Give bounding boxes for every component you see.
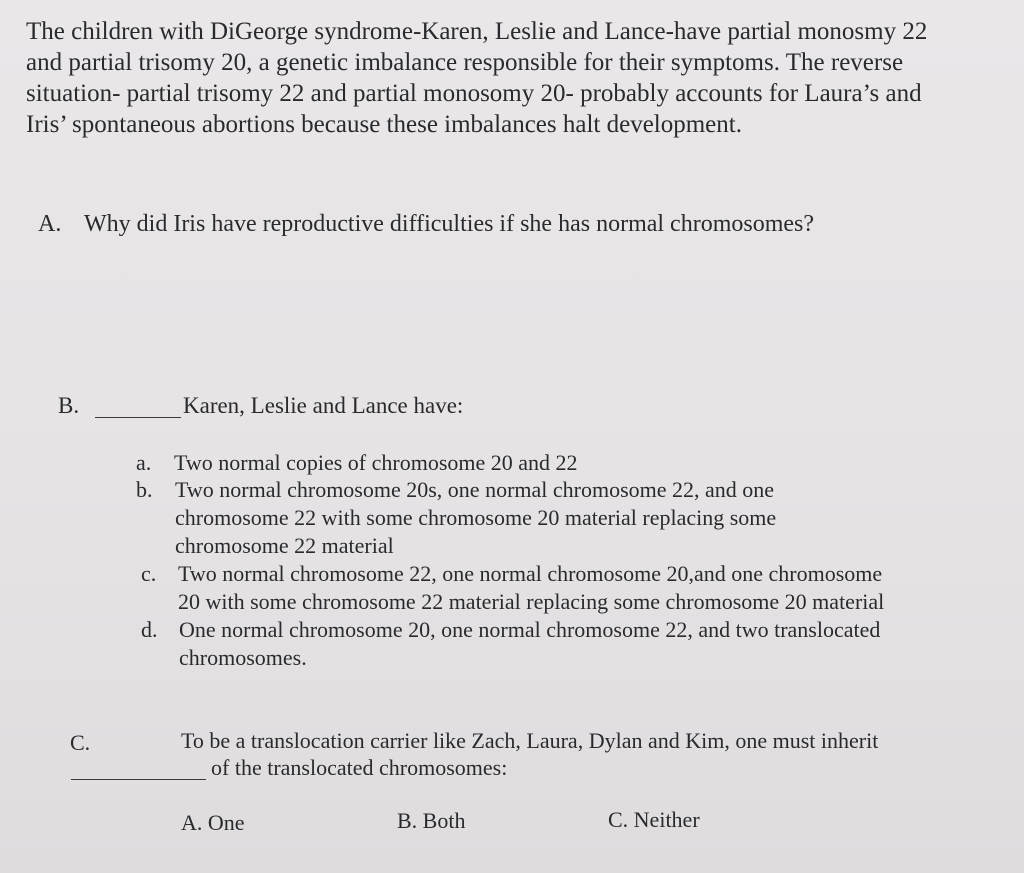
question-c-label: C. xyxy=(70,730,91,755)
option-line: 20 with some chromosome 22 material replacing some chromosome 20 material xyxy=(178,589,885,614)
option-letter: d. xyxy=(141,617,158,642)
option-line: One normal chromosome 20, one normal chromosome 22, and two translocated xyxy=(179,617,881,642)
intro-line: situation- partial trisomy 22 and partial monosomy 20- probably accounts for Laura’s and xyxy=(26,80,922,107)
option-line: chromosomes. xyxy=(179,645,307,670)
option-letter: a. xyxy=(136,450,152,475)
option-text xyxy=(179,616,880,672)
question-b-text: Karen, Leslie and Lance have: xyxy=(183,393,464,418)
option-text xyxy=(175,476,776,560)
option-line: Two normal chromosome 20s, one normal chromosome 22, and one xyxy=(175,477,775,502)
question-b-label: B. xyxy=(58,393,80,418)
question-a-text: Why did Iris have reproductive difficulties if she has normal chromosomes? xyxy=(84,211,815,237)
intro-line: Iris’ spontaneous abortions because these imbalances halt development. xyxy=(26,111,742,138)
intro-line: The children with DiGeorge syndrome-Karen, Leslie and Lance-have partial monosmy 22 xyxy=(26,18,928,45)
option-letter: b. xyxy=(136,477,153,502)
option-text xyxy=(178,560,884,616)
question-c-text-line1: To be a translocation carrier like Zach, Laura, Dylan and Kim, one must inherit xyxy=(181,728,879,753)
intro-paragraph xyxy=(26,16,927,140)
question-c-text-line2: of the translocated chromosomes: xyxy=(211,755,508,780)
answer-blank-b[interactable] xyxy=(95,417,181,418)
intro-line: and partial trisomy 20, a genetic imbalance responsible for their symptoms. The reverse xyxy=(26,49,904,76)
option-text xyxy=(174,449,578,477)
choice-one: A. One xyxy=(181,810,245,835)
option-line: Two normal chromosome 22, one normal chromosome 20,and one chromosome xyxy=(178,561,883,586)
option-line: chromosome 22 material xyxy=(175,533,394,558)
question-a-label: A. xyxy=(38,211,62,237)
option-letter: c. xyxy=(141,561,157,586)
answer-blank-c[interactable] xyxy=(71,779,206,780)
choice-both: B. Both xyxy=(397,808,466,833)
option-line: Two normal copies of chromosome 20 and 22 xyxy=(174,450,578,475)
choice-neither: C. Neither xyxy=(608,807,700,832)
option-line: chromosome 22 with some chromosome 20 material replacing some xyxy=(175,505,777,530)
